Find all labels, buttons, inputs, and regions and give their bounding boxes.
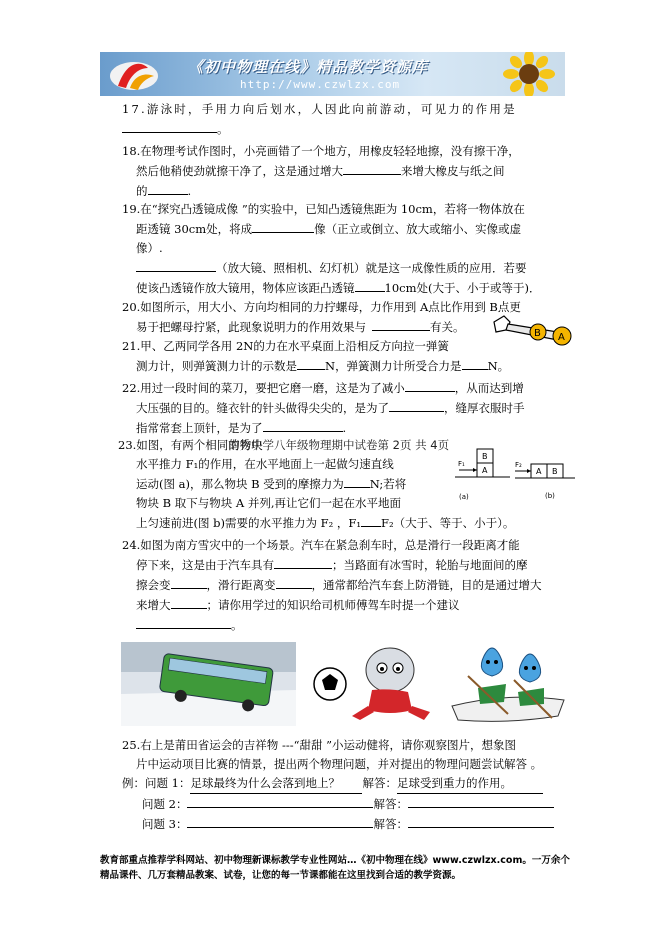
q20-line2b: 有关。 — [430, 320, 465, 334]
q25-line2: 片中运动项目比赛的情景，提出两个物理问题，并对提出的物理问题尝试解答 。 — [136, 757, 543, 771]
fig-b-caption: (b) — [545, 492, 555, 500]
q24-blank-1[interactable] — [274, 555, 332, 569]
q18-line2a: 然后他稍使劲就擦干净了，这是通过增大 — [136, 164, 343, 178]
question-22 — [122, 378, 562, 438]
question-18 — [122, 142, 562, 201]
page-footer: 教育部重点推荐学科网站、初中物理新课标教学专业性网站…《初中物理在线》www.czwlzx.com。一万余个精品课件、几万套精品教案、试卷，让您的每一节课都能在这里找到合适的教学资源。 — [100, 855, 570, 881]
q24-blank-4[interactable] — [171, 595, 207, 609]
q22-line1a: 22.用过一段时间的菜刀，要把它磨一磨，这是为了减小 — [122, 381, 405, 395]
q17-answer-blank[interactable] — [122, 119, 217, 133]
q19-blank-1[interactable] — [252, 219, 314, 233]
q22-blank-1[interactable] — [405, 378, 455, 392]
q24-blank-3[interactable] — [276, 575, 312, 589]
page-footer-overlap: 南秀中学八年级物理期中试卷第 2页 共 4页 — [228, 438, 450, 452]
q24-line3b: ，滑行距离变 — [206, 578, 276, 592]
q23-line5a: 上匀速前进(图 b)需要的水平推力为 F₂ ，F₁ — [136, 516, 361, 530]
q17-end: 。 — [217, 122, 229, 136]
q20-blank[interactable] — [372, 317, 430, 331]
q25-line1: 25.右上是莆田省运会的吉祥物 ---“甜甜 ”小运动健将，请你观察图片，想象图 — [122, 738, 517, 752]
q24-line2b: ；当路面有冰雪时，轮胎与地面间的摩 — [332, 558, 528, 572]
q22-line3b: . — [342, 421, 347, 435]
q20-line2a: 易于把螺母拧紧，此现象说明力的作用效果与 — [136, 320, 366, 334]
q19-line3: 像）. — [136, 241, 163, 255]
question-17 — [122, 100, 562, 139]
q25-example-label: 例：问题 1： — [122, 776, 191, 790]
q21-line2a: 测力计，则弹簧测力计的示数是 — [136, 359, 297, 373]
sunflower-icon — [501, 52, 557, 96]
q23-blank-2[interactable] — [361, 513, 381, 527]
q21-line2c: N。 — [487, 359, 510, 373]
q19-line1: 19.在“探究凸透镜成像 ”的实验中，已知凸透镜焦距为 10cm，若将一物体放在 — [122, 202, 525, 216]
q19-line2b: 像（正立或倒立、放大或缩小、实像或虚 — [314, 222, 522, 236]
question-19 — [122, 200, 562, 298]
q24-blank-5[interactable] — [136, 615, 231, 629]
q23-line5b: F₂（大于、等于、小于）。 — [380, 516, 515, 530]
q25-question-2-label: 问题 2： — [142, 797, 188, 811]
q18-line1: 18.在物理考试作图时，小亮画错了一个地方，用橡皮轻轻地擦，没有擦干净， — [122, 144, 520, 158]
mascot-rowing-icon — [448, 636, 568, 726]
q23-line3a: 运动(图 a)，那么物块 B 受到的摩擦力为 — [136, 477, 344, 491]
question-25 — [122, 736, 572, 834]
wrench-label-b: B — [534, 328, 541, 339]
q22-blank-3[interactable] — [263, 418, 343, 432]
q18-line3b: . — [187, 184, 192, 198]
site-logo-icon — [104, 54, 164, 94]
site-url[interactable]: http://www.czwlzx.com — [240, 78, 401, 91]
q25-question-2-input[interactable] — [187, 794, 373, 808]
q25-answer-3-input[interactable] — [408, 814, 554, 828]
q18-blank-2[interactable] — [148, 181, 188, 195]
q20-line1: 20.如图所示，用大小、方向均相同的力拧螺母，力作用到 A点比作用到 B点更 — [122, 300, 521, 314]
q21-blank-2[interactable] — [462, 356, 488, 370]
q18-blank-1[interactable] — [343, 161, 401, 175]
q25-example-answer: 足球受到重力的作用。 — [397, 774, 543, 794]
q17-text: 17.游泳时，手用力向后划水，人因此向前游动，可见力的作用是 — [122, 102, 517, 116]
q24-line2a: 停下来，这是由于汽车具有 — [136, 558, 274, 572]
q23-line4: 物块 B 取下与物块 A 并列,再让它们一起在水平地面 — [136, 496, 402, 510]
q24-line3a: 擦会变 — [136, 578, 171, 592]
q18-line2b: 来增大橡皮与纸之间 — [401, 164, 505, 178]
q19-line2a: 距透镜 30cm处，将成 — [136, 222, 253, 236]
fig-a-label-a: A — [482, 466, 488, 475]
q21-line2b: N，弹簧测力计所受合力是 — [325, 359, 462, 373]
q24-line1: 24.如图为南方雪灾中的一个场景。汽车在紧急刹车时，总是滑行一段距离才能 — [122, 538, 520, 552]
q24-blank-2[interactable] — [171, 575, 207, 589]
q19-line4: （放大镜、照相机、幻灯机）就是这一成像性质的应用．若要 — [216, 261, 527, 275]
question-24 — [122, 536, 564, 635]
q23-blank-1[interactable] — [344, 474, 370, 488]
fig-b-label-b: B — [552, 467, 558, 476]
q25-question-3-input[interactable] — [187, 814, 373, 828]
q25-question-3-label: 问题 3： — [142, 817, 188, 831]
fig-b-label-a: A — [536, 467, 542, 476]
fig-b-force: F₂ — [515, 461, 522, 469]
header-banner — [100, 52, 565, 96]
figure-b — [515, 452, 575, 502]
q25-answer-3-label: 解答： — [373, 817, 408, 831]
q22-blank-2[interactable] — [389, 398, 444, 412]
q22-line2b: ，缝厚衣服时手 — [444, 401, 525, 415]
fig-a-force: F₁ — [458, 460, 465, 468]
q19-line5a: 使该凸透镜作放大镜用，物体应该距凸透镜 — [136, 281, 355, 295]
q19-blank-2[interactable] — [136, 258, 216, 272]
q19-blank-3[interactable] — [355, 278, 385, 292]
q24-line3c: ，通常都给汽车套上防滑链，目的是通过增大 — [311, 578, 542, 592]
q18-line3a: 的 — [136, 184, 148, 198]
q22-line3a: 指常常套上顶针，是为了 — [136, 421, 263, 435]
wrench-label-a: A — [558, 332, 565, 343]
mascot-soccer-icon — [308, 640, 438, 724]
q23-line2: 水平推力 F₁的作用，在水平地面上一起做匀速直线 — [136, 457, 394, 471]
q25-answer-2-input[interactable] — [408, 794, 554, 808]
snow-bus-photo — [121, 642, 296, 726]
site-title: 《初中物理在线》精品教学资源库 — [188, 58, 429, 76]
q25-answer-2-label: 解答： — [373, 797, 408, 811]
figure-a — [455, 447, 510, 505]
q21-line1: 21.甲、乙两同学各用 2N的力在水平桌面上沿相反方向拉一弹簧 — [122, 339, 449, 353]
q23-line1: 23.如图，有两个相同的物块 — [118, 438, 263, 452]
q25-example-answer-label: 解答： — [362, 776, 397, 790]
q23-line3b: N;若将 — [369, 477, 407, 491]
q22-line1b: ，从而达到增 — [454, 381, 524, 395]
fig-a-caption: (a) — [459, 493, 469, 501]
question-21 — [122, 337, 562, 376]
q24-line4a: 来增大 — [136, 598, 171, 612]
q24-line4b: ；请你用学过的知识给司机师傅驾车时提一个建议 — [206, 598, 460, 612]
q25-example-question: 足球最终为什么会落到地上？ — [190, 774, 362, 794]
q24-line5: 。 — [231, 618, 243, 632]
q19-line5b: 10cm处(大于、小于或等于)． — [384, 281, 541, 295]
q22-line2a: 大压强的目的。缝衣针的针头做得尖尖的，是为了 — [136, 401, 389, 415]
q21-blank-1[interactable] — [297, 356, 325, 370]
fig-a-label-b: B — [482, 452, 488, 461]
